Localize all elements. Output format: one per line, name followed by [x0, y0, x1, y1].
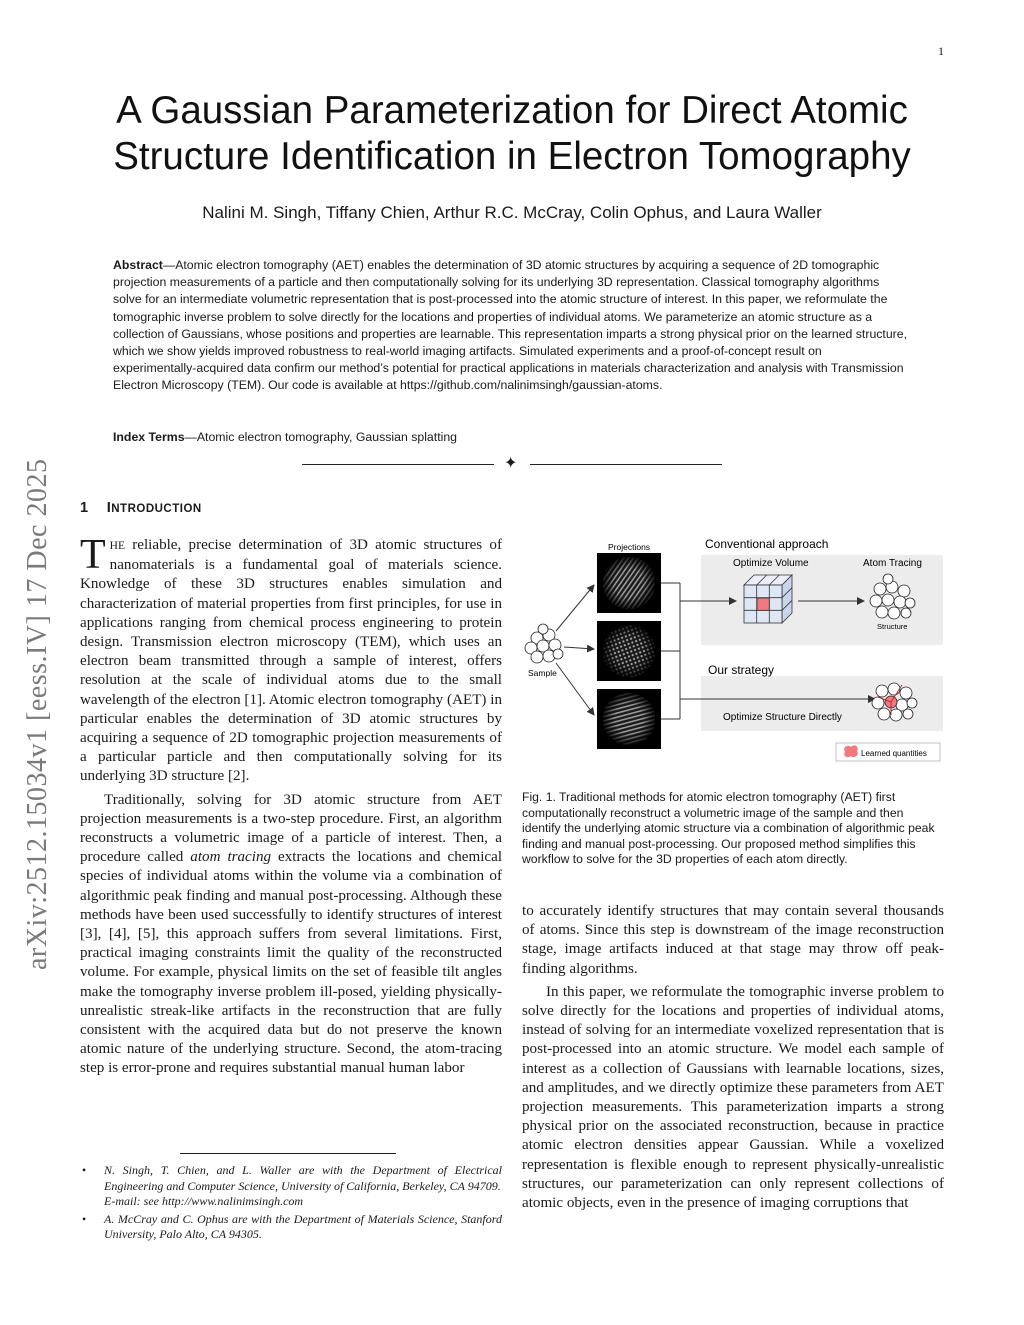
projections-label: Projections [608, 542, 651, 552]
intro-p1-text: reliable, precise determination of 3D atomic structures of nanomaterials is a fundamental goal of materials science. Knowledge of these 3D structures enables simulation and characterization of material properties from first principles, for use in applications ranging from chemical process engineering to protein design. Transmission electron microscopy (TEM), which uses an electron beam transmitted through a sample of interest, offers resolution at the scale of individual atoms due to the small wavelength of the electron [1]. Atomic electron tomography (AET) in particular enables the determination of 3D atomic structures by acquiring a sequence of 2D tomographic projection measurements of a particular particle and then computationally solving for its underlying 3D structure [2]. [80, 537, 502, 785]
abstract-label: Abstract [113, 258, 163, 272]
figure-1 [518, 533, 948, 783]
divider-line-right [530, 464, 722, 465]
right-paragraph-1: to accurately identify structures that may contain several thousands of atoms. Since this step is downstream of the image reconstruction stage, image artifacts induced at that stage may throw off peak-finding algorithms. [522, 903, 944, 977]
figure-1-diagram [518, 533, 948, 783]
left-column [80, 532, 503, 1079]
footnote-1 [80, 1163, 502, 1210]
figure-caption: Fig. 1. Traditional methods for atomic electron tomography (AET) first computationally reconstruct a volumetric image of the sample and then identify the underlying atomic structure via a combination of algorithmic peak finding and manual post-processing. Our proposed method simplifies this workflow to solve for the 3D properties of each atom directly. [522, 790, 935, 867]
title-line-1: A Gaussian Parameterization for Direct Atomic [116, 89, 908, 132]
voxel-volume-icon [744, 575, 792, 623]
projection-image-2 [597, 621, 661, 681]
paper-title [60, 88, 964, 180]
sample-label: Sample [528, 668, 557, 678]
arrow-sample-to-proj-2 [564, 647, 594, 649]
dropcap: T [80, 532, 106, 578]
conventional-title: Conventional approach [705, 537, 829, 551]
index-terms [113, 430, 908, 444]
projection-image-1 [597, 553, 661, 613]
right-column [522, 902, 944, 1213]
section-heading [80, 500, 202, 516]
section-number: 1 [80, 500, 89, 516]
footnote-rule [180, 1153, 396, 1154]
arxiv-identifier: arXiv:2512.15034v1 [eess.IV] 17 Dec 2025 [22, 458, 53, 970]
abstract-text: —Atomic electron tomography (AET) enables the determination of 3D atomic structures by acquiring a sequence of 2D tomographic projection measurements of a particle and then computationally solving for its underlying 3D representation. Classical tomography algorithms solve for an intermediate volumetric representation that is post-processed into the atomic structure of interest. In this paper, we reformulate the tomographic inverse problem to solve directly for the locations and properties of individual atoms. We parameterize an atomic structure as a collection of Gaussians, whose positions and properties are learnable. This representation imparts a strong physical prior on the learned structure, which we show yields improved robustness to real-world imaging artifacts. Simulated experiments and a proof-of-concept result on experimentally-acquired data confirm our method’s potential for practical applications in materials characterization and analysis with Transmission Electron Microscopy (TEM). Our code is available at https://github.com/nalinimsingh/gaussian-atoms. [113, 258, 908, 393]
intro-p2-after: extracts the locations and chemical species of individual atoms within the volume via a combination of algorithmic peak finding and manual post-processing. Although these methods have been used successfully to identify structures of interest [3], [4], [5], this approach suffers from several limitations. First, practical imaging constraints limit the quality of the reconstructed volume. For example, physical limits on the set of feasible tilt angles make the tomography inverse problem ill-posed, yielding physically-unrealistic streak-like artifacts in the reconstruction that are fully consistent with the acquired data but do not preserve the known atomic nature of the underlying structure. Second, the atom-tracing step is error-prone and requires substantial manual human labor [80, 849, 503, 1077]
divider-line-left [302, 464, 494, 465]
footnote-2-text: A. McCray and C. Ophus are with the Department of Materials Science, Stanford University, Palo Alto, CA 94305. [104, 1211, 502, 1242]
optimize-structure-label: Optimize Structure Directly [723, 712, 842, 723]
intro-paragraph-2 [80, 791, 502, 1079]
atom-tracing-label: Atom Tracing [863, 558, 922, 569]
page-number: 1 [938, 44, 944, 58]
footnote-bullet: • [82, 1163, 87, 1177]
title-line-2: Structure Identification in Electron Tomography [113, 135, 911, 178]
footnote-bullet: • [82, 1211, 87, 1226]
learned-structure-icon [872, 683, 917, 721]
arrow-sample-to-proj-1 [556, 585, 594, 631]
index-terms-text: —Atomic electron tomography, Gaussian splatting [184, 430, 458, 444]
section-title-rest: NTRODUCTION [111, 503, 202, 515]
legend-blob-icon [844, 745, 858, 757]
index-terms-label: Index Terms [113, 430, 185, 444]
legend-label: Learned quantities [861, 749, 927, 758]
divider-star-icon: ✦ [504, 455, 518, 472]
optimize-volume-label: Optimize Volume [733, 558, 809, 569]
lead-smallcaps: HE [109, 540, 125, 552]
section-first-letter: I [106, 500, 112, 516]
footnote-1-email: E-mail: see http://www.nalinimsingh.com [104, 1194, 304, 1209]
footnote-1-text: N. Singh, T. Chien, and L. Waller are with the Department of Electrical Engineering and Computer Science, University of California, Berkeley, CA 94709. [104, 1163, 502, 1193]
atom-tracing-emphasis: atom tracing [190, 849, 272, 866]
abstract [113, 257, 908, 395]
intro-paragraph-1 [80, 532, 502, 787]
author-list: Nalini M. Singh, Tiffany Chien, Arthur R.C. McCray, Colin Ophus, and Laura Waller [202, 203, 822, 222]
our-strategy-title: Our strategy [708, 663, 775, 677]
right-paragraph-2: In this paper, we reformulate the tomographic inverse problem to solve directly for the locations and properties of individual atoms, instead of solving for an intermediate voxelized representation that is post-processed into an atomic structure. We model each sample of interest as a collection of Gaussians with learnable locations, sizes, and amplitudes, and we directly optimize these parameters from AET projection measurements. This parameterization imparts a strong physical prior on the associated reconstruction, because in practice atomic electron densities appear Gaussian. While a voxelized representation is flexible enough to represent physically-unrealistic structures, our parameterization can only represent collections of atomic objects, even in the presence of imaging corruptions that [522, 983, 944, 1212]
intro-p2-before: Traditionally, solving for 3D atomic structure from AET projection measurements is a two-step procedure. First, an algorithm reconstructs a volumetric image of a particle of interest. Then, a procedure called [80, 791, 502, 866]
structure-label: Structure [877, 622, 908, 631]
footnotes [80, 1163, 502, 1245]
projection-image-3 [592, 682, 665, 755]
arrow-sample-to-proj-3 [556, 663, 594, 715]
footnote-2 [80, 1212, 502, 1243]
